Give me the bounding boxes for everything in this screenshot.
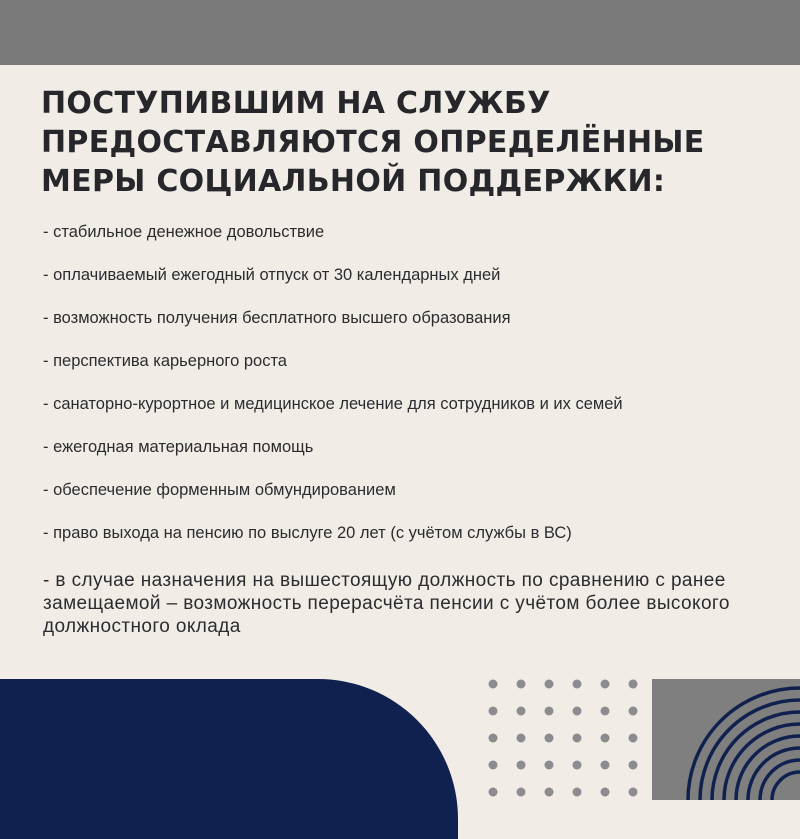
benefit-item: - обеспечение форменным обмундированием: [43, 481, 396, 499]
decorative-dot: [629, 680, 638, 689]
benefit-item: - ежегодная материальная помощь: [43, 438, 314, 456]
decorative-dot: [629, 761, 638, 770]
decorative-dot: [489, 734, 498, 743]
benefit-item: - право выхода на пенсию по выслуге 20 лет (с учётом службы в ВС): [43, 524, 572, 542]
benefit-item: - возможность получения бесплатного высшего образования: [43, 309, 511, 327]
decorative-dot: [573, 734, 582, 743]
decorative-dot: [545, 734, 554, 743]
title-line: ПОСТУПИВШИМ НА СЛУЖБУ: [41, 86, 551, 121]
benefit-item: - перспектива карьерного роста: [43, 352, 287, 370]
top-banner: [0, 0, 800, 65]
navy-decorative-shape: [0, 679, 458, 839]
decorative-dot: [517, 734, 526, 743]
decorative-dot: [489, 680, 498, 689]
decorative-dot: [545, 707, 554, 716]
decorative-dot: [517, 707, 526, 716]
decorative-dot: [629, 788, 638, 797]
benefits-list: [43, 219, 773, 563]
decorative-dot: [545, 761, 554, 770]
title-line: МЕРЫ СОЦИАЛЬНОЙ ПОДДЕРЖКИ:: [41, 164, 666, 199]
decorative-dot: [517, 788, 526, 797]
decorative-dot: [573, 788, 582, 797]
decorative-dot: [545, 680, 554, 689]
decorative-dot: [573, 680, 582, 689]
concentric-arcs-decoration: [652, 679, 800, 800]
decorative-dot: [573, 761, 582, 770]
decorative-dot: [601, 788, 610, 797]
benefit-item: - санаторно-курортное и медицинское лечение для сотрудников и их семей: [43, 395, 623, 413]
pension-note: - в случае назначения на вышестоящую должность по сравнению с ранее замещаемой – возможность перерасчёта пенсии с учётом более высокого должностного оклада: [43, 570, 730, 637]
decorative-dot: [601, 761, 610, 770]
decorative-dot: [517, 761, 526, 770]
decorative-dot: [517, 680, 526, 689]
decorative-dot: [489, 761, 498, 770]
title-line: ПРЕДОСТАВЛЯЮТСЯ ОПРЕДЕЛЁННЫЕ: [41, 125, 705, 160]
decorative-dot: [629, 707, 638, 716]
page-title: [41, 84, 761, 201]
decorative-dot: [601, 680, 610, 689]
benefit-item: - стабильное денежное довольствие: [43, 223, 325, 241]
benefit-item: - оплачиваемый ежегодный отпуск от 30 календарных дней: [43, 266, 501, 284]
decorative-dot: [489, 707, 498, 716]
decorative-dot: [489, 788, 498, 797]
decorative-dot: [573, 707, 582, 716]
decorative-dot: [601, 707, 610, 716]
dot-grid-decoration: [485, 678, 645, 800]
decorative-dot: [629, 734, 638, 743]
decorative-dot: [545, 788, 554, 797]
decorative-dot: [601, 734, 610, 743]
